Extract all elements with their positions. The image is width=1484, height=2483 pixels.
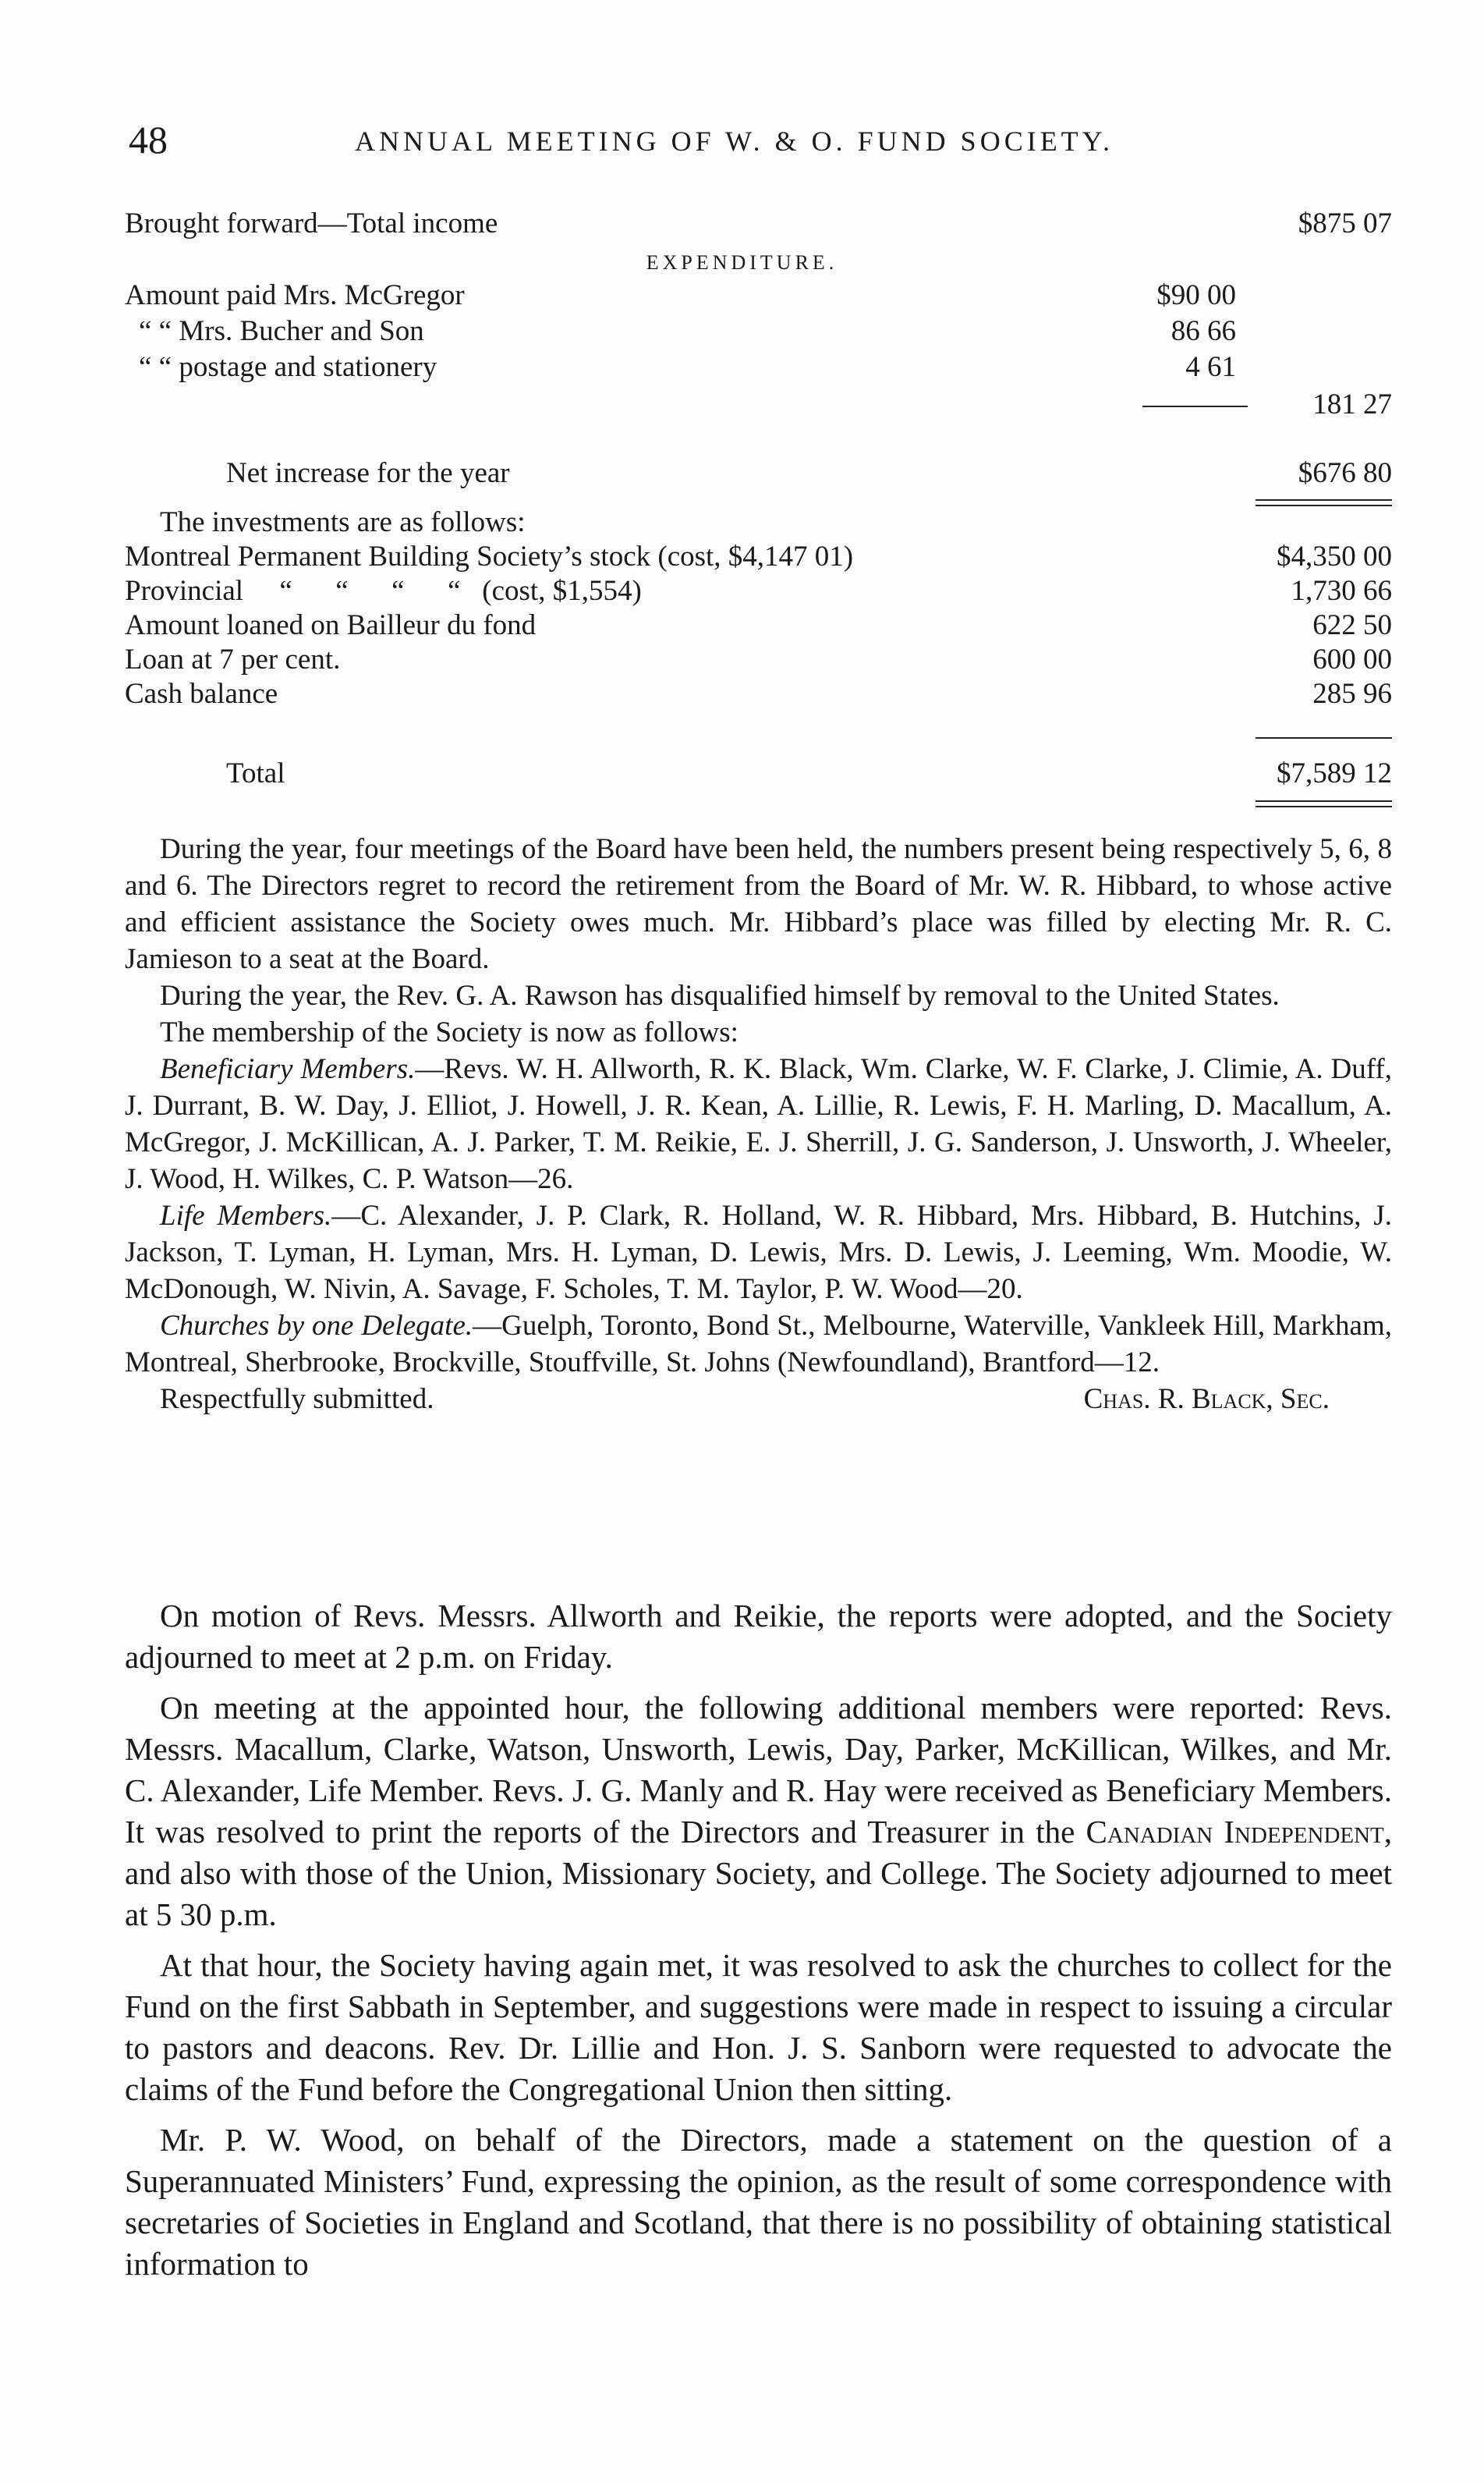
life-members (125, 1197, 1392, 1307)
net-increase-line (125, 456, 1392, 491)
income-label: Brought forward—Total income (125, 208, 498, 239)
minutes-paragraph: Mr. P. W. Wood, on behalf of the Directors, made a statement on the question of a Superannuated Ministers’ Fund, expressing the opinion, as the result of some correspondence with secretaries of Societies in England and Scotland, that there is no possibility of obtaining statistical information to (125, 2122, 1392, 2282)
report-paragraph: The membership of the Society is now as follows: (160, 1016, 738, 1048)
expenditure-heading: EXPENDITURE. (646, 251, 838, 274)
expenditure-total: 181 27 (1312, 388, 1392, 420)
investment-amount: 600 00 (1312, 644, 1392, 676)
signature: Chas. R. Black, Sec. (1083, 1383, 1330, 1415)
life-list: —C. Alexander, J. P. Clark, R. Holland, W. R. Hibbard, Mrs. Hibbard, B. Hutchins, J. Jackson, T. Lyman, H. Lyman, Mrs. H. Lyman, D. Lewis, Mrs. D. Lewis, J. Leeming, Wm. Moodie, W. McDonough, W. Nivin, A. Savage, F. Scholes, T. M. Taylor, P. W. Wood—20. (125, 1200, 1392, 1305)
investments-total: $7,589 12 (1277, 757, 1392, 789)
investment-amount: $4,350 00 (1277, 541, 1392, 573)
beneficiary-list: —Revs. W. H. Allworth, R. K. Black, Wm. Clarke, W. F. Clarke, J. Climie, A. Duff, J. Durrant, B. W. Day, J. Elliot, J. Howell, J. R. Kean, A. Lillie, R. Lewis, F. H. Marling, D. Macallum, A. McGregor, J. McKillican, A. J. Parker, T. M. Reikie, E. J. Sherrill, J. G. Sanderson, J. Unsworth, J. Wheeler, J. Wood, H. Wilkes, C. P. Watson—26. (125, 1053, 1392, 1195)
investments-intro: The investments are as follows: (160, 506, 526, 538)
minutes-body (125, 1595, 1392, 2285)
beneficiary-label: Beneficiary Members. (160, 1053, 416, 1085)
investment-label: Amount loaned on Bailleur du fond (125, 609, 537, 641)
investment-amount: 285 96 (1312, 678, 1392, 710)
minutes-paragraph: On meeting at the appointed hour, the following additional members were reported: Revs. Messrs. Macallum, Clarke, Watson, Unsworth, Lewis, Day, Parker, McKillican, Wilkes, and Mr. C. Alexander, Life Member. Revs. J. G. Manly and R. Hay were received as Beneficiary Members. It was resolved to print the reports of the Directors and Treasurer in the Canadian Independent, and also with those of the Union, Missionary Society, and College. The Society adjourned to meet at 5 30 p.m. (125, 1690, 1393, 1932)
closing-text: Respectfully submitted. (160, 1383, 434, 1415)
expenditure-item (125, 314, 1392, 349)
net-increase-amount: $676 80 (1298, 457, 1392, 489)
investment-item (125, 574, 1392, 608)
expenditure-item (125, 350, 1392, 385)
double-rule (1256, 800, 1392, 802)
report-paragraph: During the year, the Rev. G. A. Rawson has disqualified himself by removal to the United States. (160, 980, 1280, 1012)
report-paragraph: During the year, four meetings of the Board have been held, the numbers present being respectively 5, 6, 8 and 6. The Directors regret to record the retirement from the Board of Mr. W. R. Hibbard, to whose active and efficient assistance the Society owes much. Mr. Hibbard’s place was filled by electing Mr. R. C. Jamieson to a seat at the Board. (125, 833, 1392, 975)
investment-item (125, 540, 1392, 574)
double-rule (1256, 806, 1392, 807)
churches-label: Churches by one Delegate. (160, 1310, 473, 1342)
investment-label: Cash balance (125, 678, 278, 710)
life-label: Life Members. (160, 1200, 332, 1232)
beneficiary-members (125, 1051, 1392, 1197)
churches-list: —Guelph, Toronto, Bond St., Melbourne, Waterville, Vankleek Hill, Markham, Montreal, Sherbrooke, Brockville, Stouffville, St. Johns (Newfoundland), Brantford—12. (125, 1310, 1393, 1378)
income-line (125, 207, 1392, 241)
investment-label: Loan at 7 per cent. (125, 644, 341, 676)
newspaper-name: Canadian Independent (1086, 1814, 1384, 1850)
expenditure-total-line (125, 388, 1392, 422)
expenditure-amount: $90 00 (1156, 279, 1236, 311)
investment-amount: 622 50 (1312, 609, 1392, 641)
running-title: ANNUAL MEETING OF W. & O. FUND SOCIETY. (355, 126, 1114, 157)
investment-item (125, 643, 1392, 677)
page-number: 48 (129, 118, 168, 161)
total-rule (1256, 737, 1392, 739)
minutes-paragraph: On motion of Revs. Messrs. Allworth and Reikie, the reports were adopted, and the Society adjourned to meet at 2 p.m. on Friday. (125, 1598, 1392, 1675)
investment-item (125, 677, 1392, 711)
report-body (125, 831, 1392, 1417)
income-amount: $875 07 (1298, 208, 1392, 239)
minutes-paragraph: At that hour, the Society having again met, it was resolved to ask the churches to collect for the Fund on the first Sabbath in September, and suggestions were made in respect to issuing a circular to pastors and deacons. Rev. Dr. Lillie and Hon. J. S. Sanborn were requested to advocate the claims of the Fund before the Congregational Union then sitting. (125, 1947, 1392, 2107)
churches-delegates (125, 1307, 1392, 1381)
double-rule (1256, 499, 1392, 501)
investment-amount: 1,730 66 (1291, 575, 1392, 607)
expenditure-label: “ “ postage and stationery (139, 351, 437, 383)
expenditure-item (125, 278, 1392, 313)
investment-label: Montreal Permanent Building Society’s stock (cost, $4,147 01) (125, 541, 854, 573)
investments-total-label: Total (226, 757, 285, 789)
closing-line (125, 1381, 1392, 1417)
expenditure-amount: 86 66 (1171, 315, 1236, 347)
investment-label: Provincial “ “ “ “ (cost, $1,554) (125, 575, 642, 607)
net-increase-label: Net increase for the year (226, 457, 510, 489)
investments-total-line (125, 757, 1392, 791)
expenditure-label: “ “ Mrs. Bucher and Son (139, 315, 424, 347)
expenditure-amount: 4 61 (1185, 351, 1236, 383)
page-header (129, 117, 1396, 172)
investment-item (125, 608, 1392, 643)
expenditure-label: Amount paid Mrs. McGregor (125, 279, 465, 311)
